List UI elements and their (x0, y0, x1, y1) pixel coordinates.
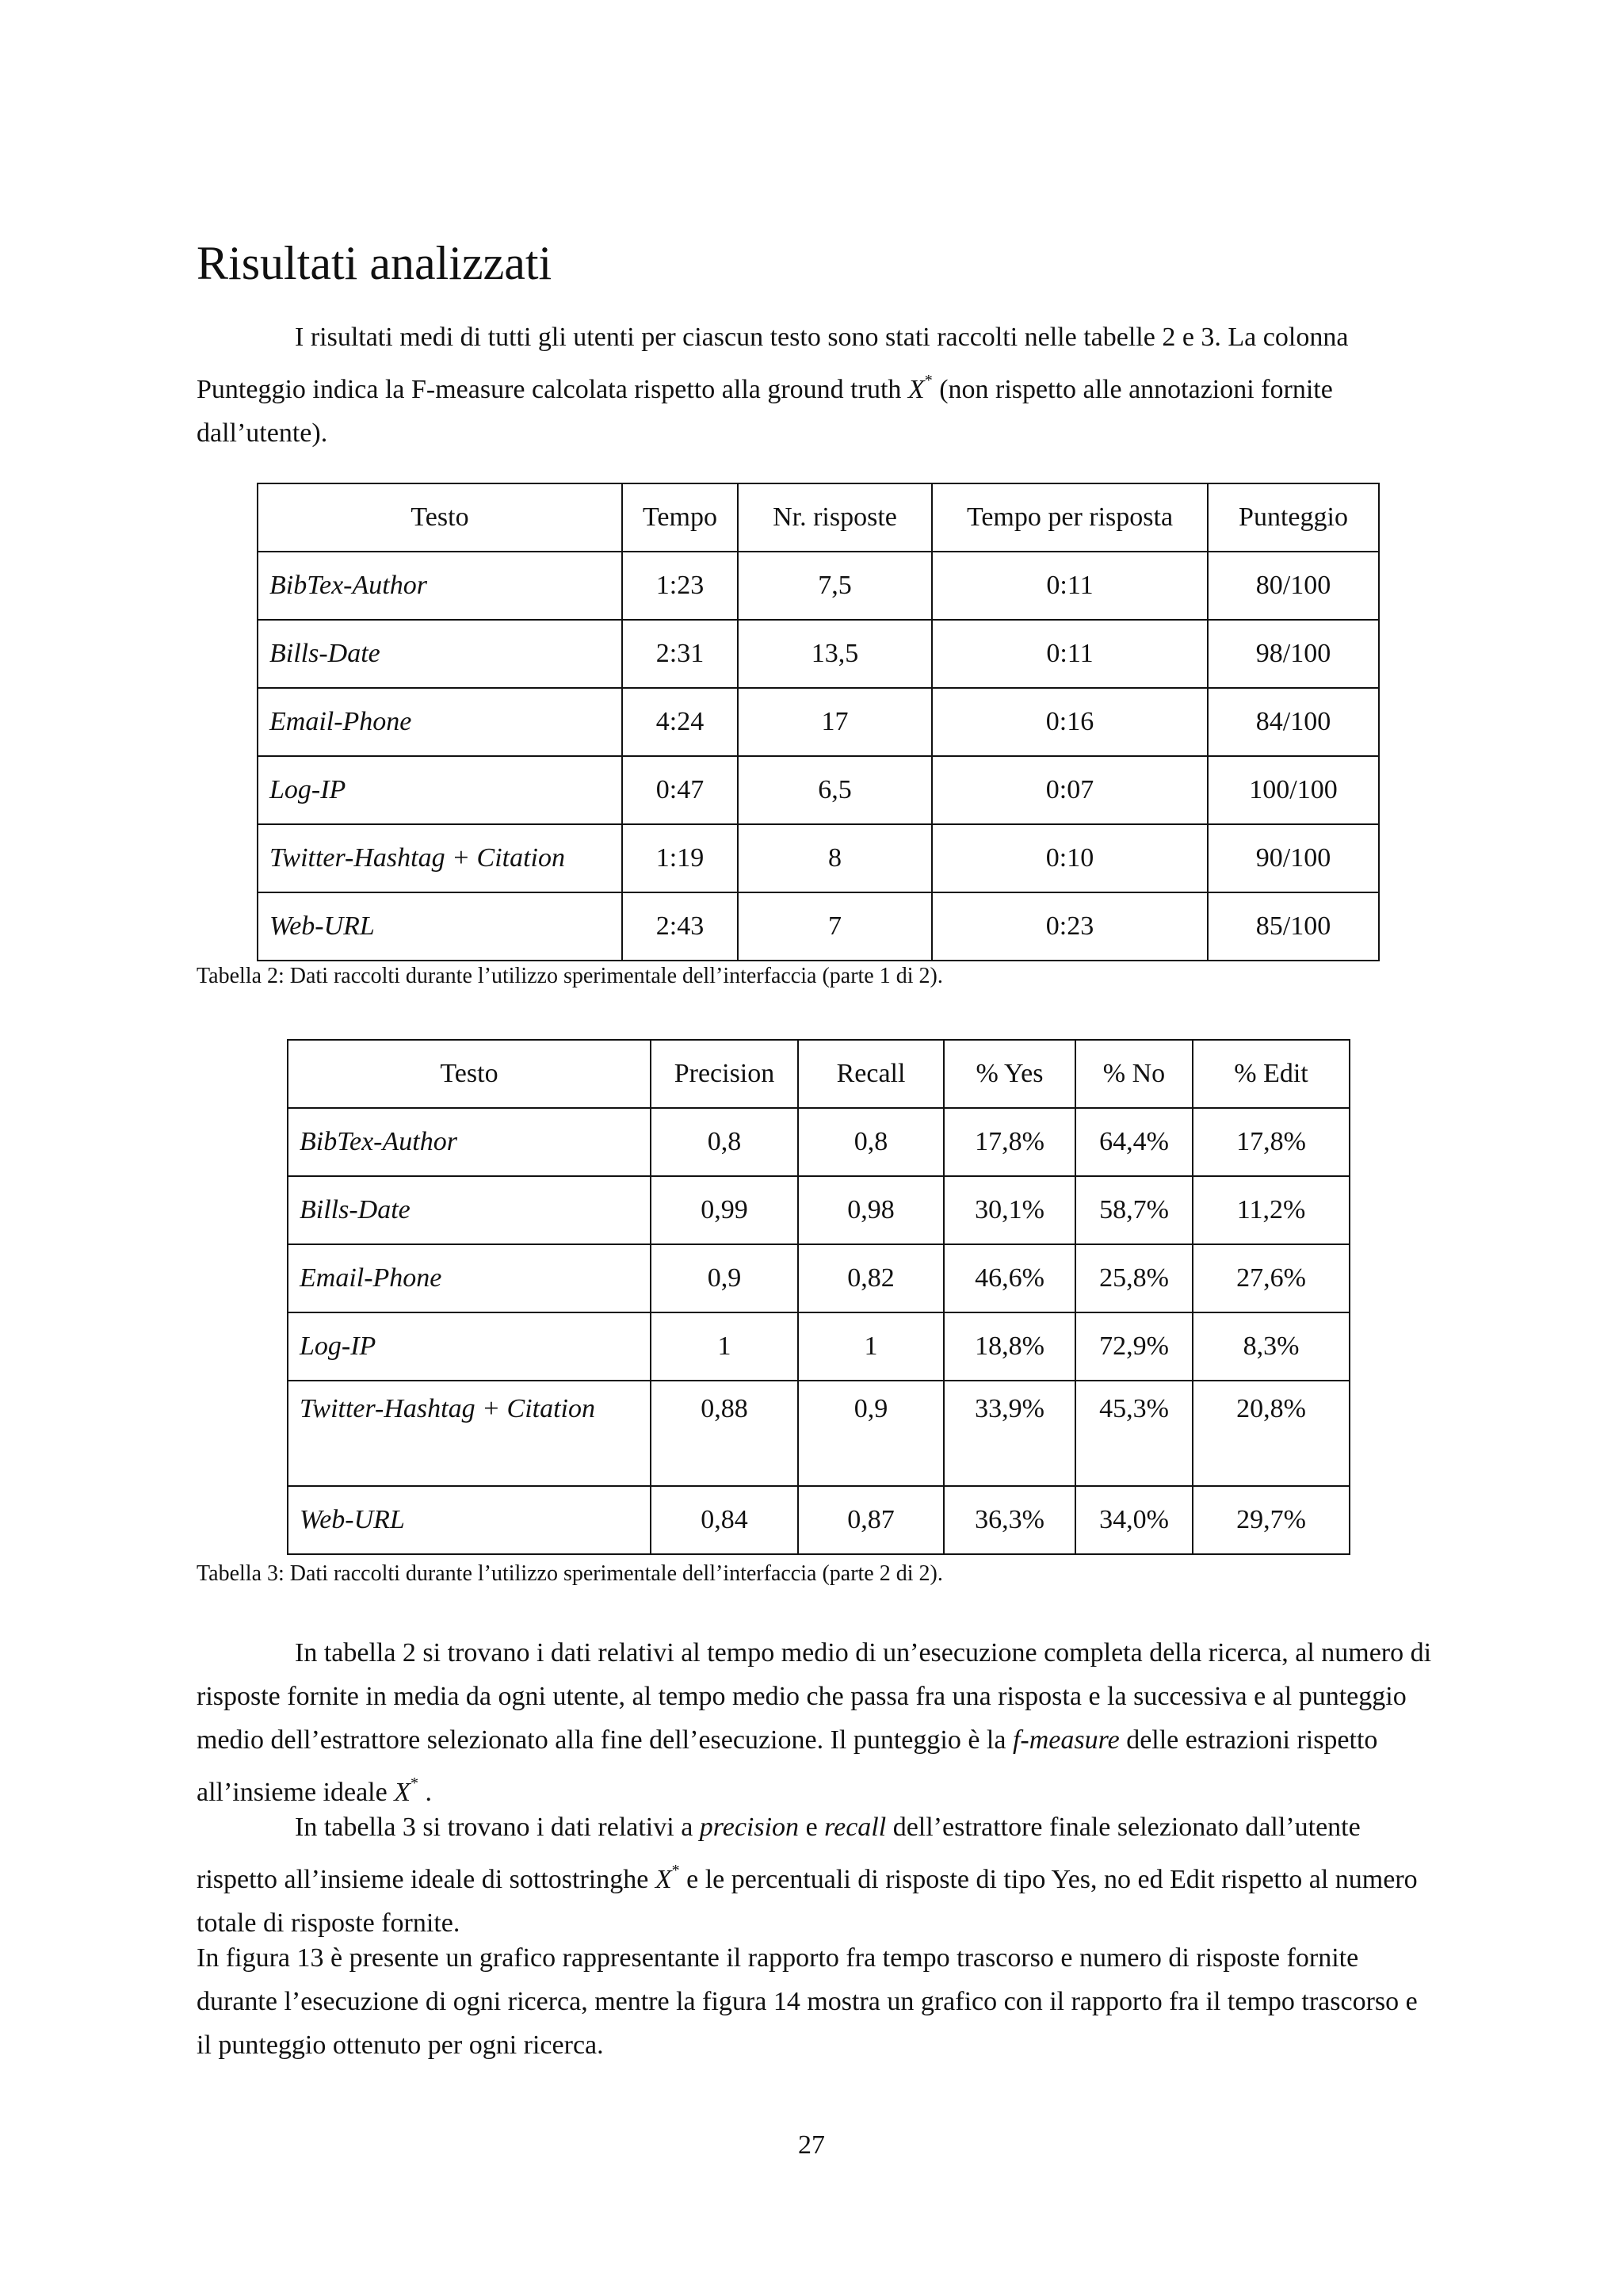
table-row (288, 1486, 1350, 1554)
row-label-cell: Log-IP (288, 1312, 651, 1381)
value-cell: 0,84 (651, 1486, 798, 1554)
value-cell: 58,7% (1075, 1176, 1193, 1244)
row-label-cell: Email-Phone (258, 688, 622, 756)
row-label-cell: Bills-Date (288, 1176, 651, 1244)
value-cell: 27,6% (1193, 1244, 1350, 1312)
column-header: % No (1075, 1040, 1193, 1108)
row-label-cell: Twitter-Hashtag + Citation (258, 824, 622, 892)
value-cell: 11,2% (1193, 1176, 1350, 1244)
column-header: Testo (288, 1040, 651, 1108)
row-label-cell: Web-URL (258, 892, 622, 961)
value-cell: 17,8% (1193, 1108, 1350, 1176)
value-cell: 8 (738, 824, 932, 892)
value-cell: 80/100 (1208, 552, 1379, 620)
table-row (288, 1381, 1350, 1486)
value-cell: 45,3% (1075, 1381, 1193, 1486)
value-cell: 20,8% (1193, 1381, 1350, 1486)
column-header: Tempo per risposta (932, 483, 1208, 552)
column-header: Tempo (622, 483, 738, 552)
table-row (258, 552, 1379, 620)
section-heading: Risultati analizzati (197, 237, 552, 289)
value-cell: 98/100 (1208, 620, 1379, 688)
table-row (258, 892, 1379, 961)
page-number: 27 (798, 2130, 825, 2160)
value-cell: 7 (738, 892, 932, 961)
ground-truth-symbol: X* (907, 372, 933, 404)
results-table-1 (257, 483, 1380, 961)
value-cell: 0,88 (651, 1381, 798, 1486)
substring-set-symbol: X* (655, 1862, 680, 1894)
value-cell: 17,8% (944, 1108, 1075, 1176)
value-cell: 7,5 (738, 552, 932, 620)
row-label-cell: Twitter-Hashtag + Citation (288, 1381, 651, 1486)
row-label-cell: Bills-Date (258, 620, 622, 688)
column-header: Nr. risposte (738, 483, 932, 552)
column-header: Testo (258, 483, 622, 552)
column-header: % Edit (1193, 1040, 1350, 1108)
value-cell: 0:47 (622, 756, 738, 824)
value-cell: 2:31 (622, 620, 738, 688)
table-row (258, 824, 1379, 892)
table-row (288, 1176, 1350, 1244)
value-cell: 8,3% (1193, 1312, 1350, 1381)
value-cell: 1 (651, 1312, 798, 1381)
value-cell: 85/100 (1208, 892, 1379, 961)
row-label-cell: Web-URL (288, 1486, 651, 1554)
value-cell: 0:10 (932, 824, 1208, 892)
value-cell: 84/100 (1208, 688, 1379, 756)
value-cell: 30,1% (944, 1176, 1075, 1244)
value-cell: 0,9 (798, 1381, 944, 1486)
column-header: Precision (651, 1040, 798, 1108)
paragraph-figures: In figura 13 è presente un grafico rappresentante il rapporto fra tempo trascorso e numero di risposte fornite durante l’esecuzione di ogni ricerca, mentre la figura 14 mostra un grafico con il rapporto fra il tempo trascorso e il punteggio ottenuto per ogni ricerca. (197, 1943, 1418, 2060)
value-cell: 0:16 (932, 688, 1208, 756)
value-cell: 34,0% (1075, 1486, 1193, 1554)
value-cell: 0:11 (932, 552, 1208, 620)
table-row (288, 1244, 1350, 1312)
value-cell: 0,99 (651, 1176, 798, 1244)
italic-term: f-measure (1012, 1725, 1120, 1755)
value-cell: 0:07 (932, 756, 1208, 824)
table-row (258, 688, 1379, 756)
value-cell: 29,7% (1193, 1486, 1350, 1554)
table-2-caption: Tabella 2: Dati raccolti durante l’utilizzo sperimentale dell’interfaccia (parte 1 di 2). (197, 964, 943, 988)
ideal-set-symbol: X* (394, 1775, 419, 1807)
table-row (258, 620, 1379, 688)
value-cell: 1 (798, 1312, 944, 1381)
value-cell: 18,8% (944, 1312, 1075, 1381)
table-row (288, 1312, 1350, 1381)
table-row (288, 1108, 1350, 1176)
column-header: % Yes (944, 1040, 1075, 1108)
row-label-cell: BibTex-Author (258, 552, 622, 620)
value-cell: 0,87 (798, 1486, 944, 1554)
value-cell: 33,9% (944, 1381, 1075, 1486)
column-header: Recall (798, 1040, 944, 1108)
value-cell: 72,9% (1075, 1312, 1193, 1381)
table-row (258, 756, 1379, 824)
table-3-caption: Tabella 3: Dati raccolti durante l’utilizzo sperimentale dell’interfaccia (parte 2 di 2). (197, 1561, 943, 1586)
value-cell: 0,9 (651, 1244, 798, 1312)
value-cell: 64,4% (1075, 1108, 1193, 1176)
value-cell: 17 (738, 688, 932, 756)
value-cell: 4:24 (622, 688, 738, 756)
value-cell: 1:23 (622, 552, 738, 620)
intro-text-after: (non rispetto alle annotazioni fornite dall’utente). (197, 375, 1333, 448)
value-cell: 1:19 (622, 824, 738, 892)
value-cell: 6,5 (738, 756, 932, 824)
value-cell: 0,82 (798, 1244, 944, 1312)
column-header: Punteggio (1208, 483, 1379, 552)
value-cell: 90/100 (1208, 824, 1379, 892)
row-label-cell: Email-Phone (288, 1244, 651, 1312)
row-label-cell: BibTex-Author (288, 1108, 651, 1176)
value-cell: 2:43 (622, 892, 738, 961)
intro-text: I risultati medi di tutti gli utenti per ciascun testo sono stati raccolti nelle tabelle 2 e 3. La colonna Punteggio indica la F-measure calcolata rispetto alla ground truth (197, 323, 1349, 404)
value-cell: 0,98 (798, 1176, 944, 1244)
row-label-cell: Log-IP (258, 756, 622, 824)
value-cell: 13,5 (738, 620, 932, 688)
table-header-row (288, 1040, 1350, 1108)
value-cell: 25,8% (1075, 1244, 1193, 1312)
value-cell: 36,3% (944, 1486, 1075, 1554)
intro-paragraph (197, 315, 1433, 455)
value-cell: 46,6% (944, 1244, 1075, 1312)
paragraph-table-3: In tabella 3 si trovano i dati relativi a precision e recall dell’estrattore finale selezionato dall’utente rispetto all’insieme ideale di sottostringhe X* e le percentuali di risposte di tipo Yes, no ed Edit rispetto al numero totale di risposte fornite. (197, 1813, 1418, 1938)
value-cell: 0,8 (798, 1108, 944, 1176)
value-cell: 0,8 (651, 1108, 798, 1176)
results-table-2 (287, 1039, 1350, 1555)
value-cell: 0:11 (932, 620, 1208, 688)
table-header-row (258, 483, 1379, 552)
value-cell: 100/100 (1208, 756, 1379, 824)
value-cell: 0:23 (932, 892, 1208, 961)
paragraph-table-2: In tabella 2 si trovano i dati relativi al tempo medio di un’esecuzione completa della ricerca, al numero di risposte fornite in media da ogni utente, al tempo medio che passa fra una risposta e la successiva e al punteggio medio dell’estrattore selezionato alla fine dell’esecuzione. Il punteggio è la f-measure delle estrazioni rispetto all’insieme ideale X* . (197, 1638, 1432, 1807)
